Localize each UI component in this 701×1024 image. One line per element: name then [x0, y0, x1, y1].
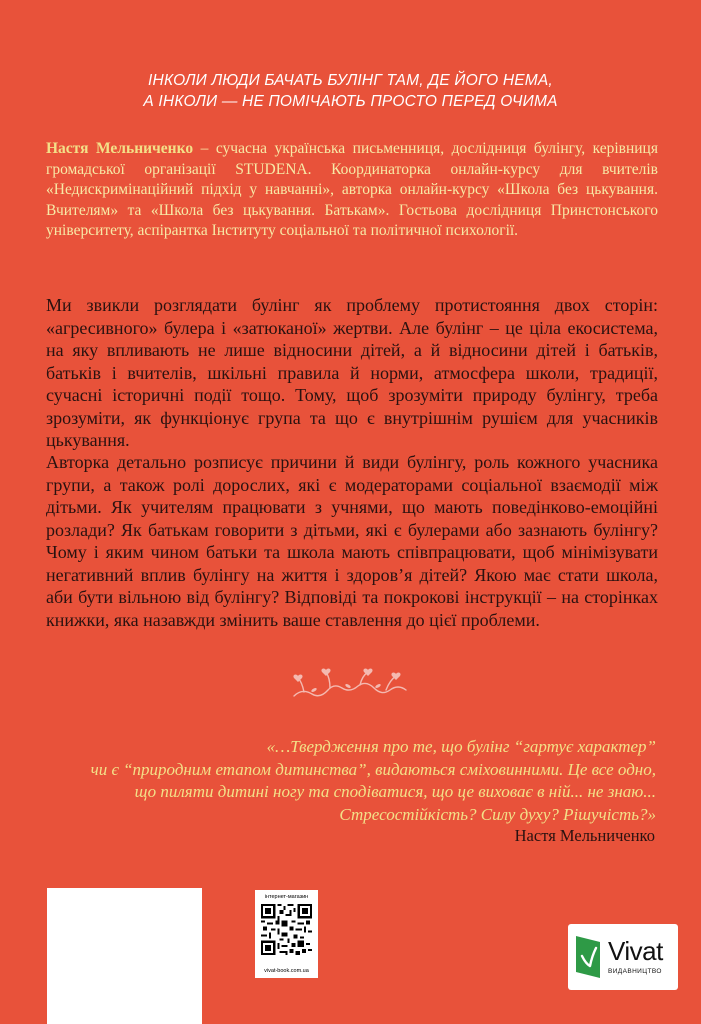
quote-line-4: Стресостійкість? Силу духу? Рішучість?» — [339, 804, 656, 824]
author-bio — [46, 139, 658, 242]
vivat-leaf-icon — [574, 934, 604, 980]
publisher-logo — [568, 924, 678, 990]
qr-panel — [255, 890, 318, 978]
cover-tagline — [0, 70, 701, 112]
qr-top-label: інтернет-магазин — [264, 894, 309, 900]
pull-quote — [60, 736, 656, 826]
quote-author: Настя Мельниченко — [514, 826, 655, 845]
tagline-line-2: А ІНКОЛИ — НЕ ПОМІЧАЮТЬ ПРОСТО ПЕРЕД ОЧИМА — [143, 93, 558, 110]
description-paragraph-2: Авторка детально розписує причини й види булінгу, роль кожного учасника групи, а також ролі дорослих, які є модераторами соціальної взаємодії між дітьми. Як учителям працювати з учнями, що мають поведінково-емоційні розлади? Як батькам говорити з дітьми, які є булерами або зазнають булінгу? Чому і яким чином батьки та школа мають співпрацювати, щоб мінімізувати негативний вплив булінгу на життя і здоров’я дітей? Якою має стати школа, аби бути вільною від булінгу? Відповіді та покрокові інструкції – на сторінках книжки, яка назавжди змінить ваше ставлення до цієї проблеми. — [46, 452, 658, 630]
publisher-subtitle: ВИДАВНИЦТВО — [608, 968, 662, 975]
quote-line-3: що пиляти дитині ногу та сподіватися, що це виховає в ній... не знаю... — [134, 782, 656, 801]
floral-ornament-icon — [290, 666, 410, 706]
description-paragraph-1: Ми звикли розглядати булінг як проблему протистояння двох сторін: «агресивного» булера і «затюканої» жертви. Але булінг – це ціла екосистема, на яку впливають не лише відносини дітей, а й відносини дітей і батьків, батьків і вчителів, шкільні правила й норми, атмосфера школи, традиції, сучасні історичні події тощо. Тому, щоб зрозуміти природу булінгу, треба зрозуміти, як функціонує група та що є внутрішнім рушієм для учасників цькування. — [46, 295, 658, 450]
qr-code-icon[interactable] — [261, 904, 312, 955]
publisher-name: Vivat — [608, 936, 663, 966]
author-bio-name: Настя Мельниченко — [46, 140, 194, 157]
quote-line-2: чи є “природним етапом дитинства”, видаються сміховинними. Це все одно, — [90, 759, 656, 779]
quote-line-1: «…Твердження про те, що булінг “гартує характер” — [266, 737, 656, 756]
barcode-area — [47, 888, 202, 1024]
tagline-line-1: ІНКОЛИ ЛЮДИ БАЧАТЬ БУЛІНГ ТАМ, ДЕ ЙОГО НЕМА, — [148, 72, 553, 89]
author-bio-text: – сучасна українська письменниця, дослідниця булінгу, керівниця громадської організації STUDENA. Координаторка онлайн-курсу для вчителів «Недискримінаційний підхід у навчанні», авторка онлайн-курсу «Школа без цькування. Вчителям» та «Школа без цькування. Батькам». Гостьова дослідниця Принстонського університету, аспірантка Інституту соціальної та політичної психології. — [46, 140, 658, 239]
qr-bottom-label: vivat-book.com.ua — [264, 968, 309, 974]
